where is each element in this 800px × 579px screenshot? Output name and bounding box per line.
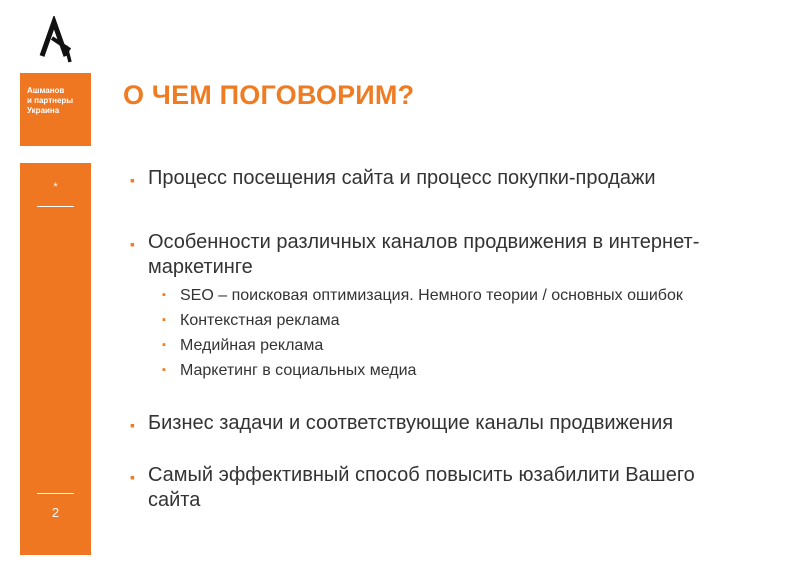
sub-bullet-text: SEO – поисковая оптимизация. Немного теории / основных ошибок [180, 287, 683, 304]
bullet-marker: ▪ [162, 339, 166, 351]
bullet-item [130, 411, 780, 436]
bullet-marker: ▪ [130, 172, 135, 188]
bullet-marker: ▪ [130, 236, 135, 252]
sidebar-divider [37, 493, 74, 494]
bullet-item [130, 230, 708, 280]
sub-bullet-text: Маркетинг в социальных медиа [180, 362, 417, 379]
company-name-line: и партнеры [27, 96, 74, 105]
bullet-marker: ▪ [162, 289, 166, 301]
page-number: 2 [51, 505, 60, 520]
bullet-marker: ▪ [130, 417, 135, 433]
sidebar-panel [20, 163, 91, 555]
bullet-text: Бизнес задачи и соответствующие каналы продвижения [148, 412, 674, 434]
company-logo-box [20, 73, 91, 146]
slide-title: О ЧЕМ ПОГОВОРИМ? [123, 80, 415, 110]
bullet-text: Особенности различных каналов продвижения в интернет-маркетинге [148, 231, 700, 278]
bullet-item [130, 463, 748, 513]
bullet-item [130, 166, 780, 191]
bullet-marker: ▪ [162, 364, 166, 376]
company-name-line: Украина [27, 106, 60, 115]
sidebar-marker: * [53, 181, 58, 193]
bullet-text: Процесс посещения сайта и процесс покупки-продажи [148, 167, 656, 189]
sub-bullet-item [130, 286, 750, 305]
bullet-marker: ▪ [162, 314, 166, 326]
sub-bullet-text: Контекстная реклама [180, 312, 340, 329]
bullet-text: Самый эффективный способ повысить юзабилити Вашего сайта [148, 464, 695, 511]
stylized-a-logo-icon [36, 16, 76, 66]
sub-bullet-text: Медийная реклама [180, 337, 324, 354]
sub-bullet-item [130, 311, 780, 330]
sidebar-divider [37, 206, 74, 207]
sub-bullet-item [130, 361, 780, 380]
sub-bullet-item [130, 336, 780, 355]
company-name-line: Ашманов [27, 86, 65, 95]
bullet-list [130, 166, 780, 513]
bullet-marker: ▪ [130, 469, 135, 485]
